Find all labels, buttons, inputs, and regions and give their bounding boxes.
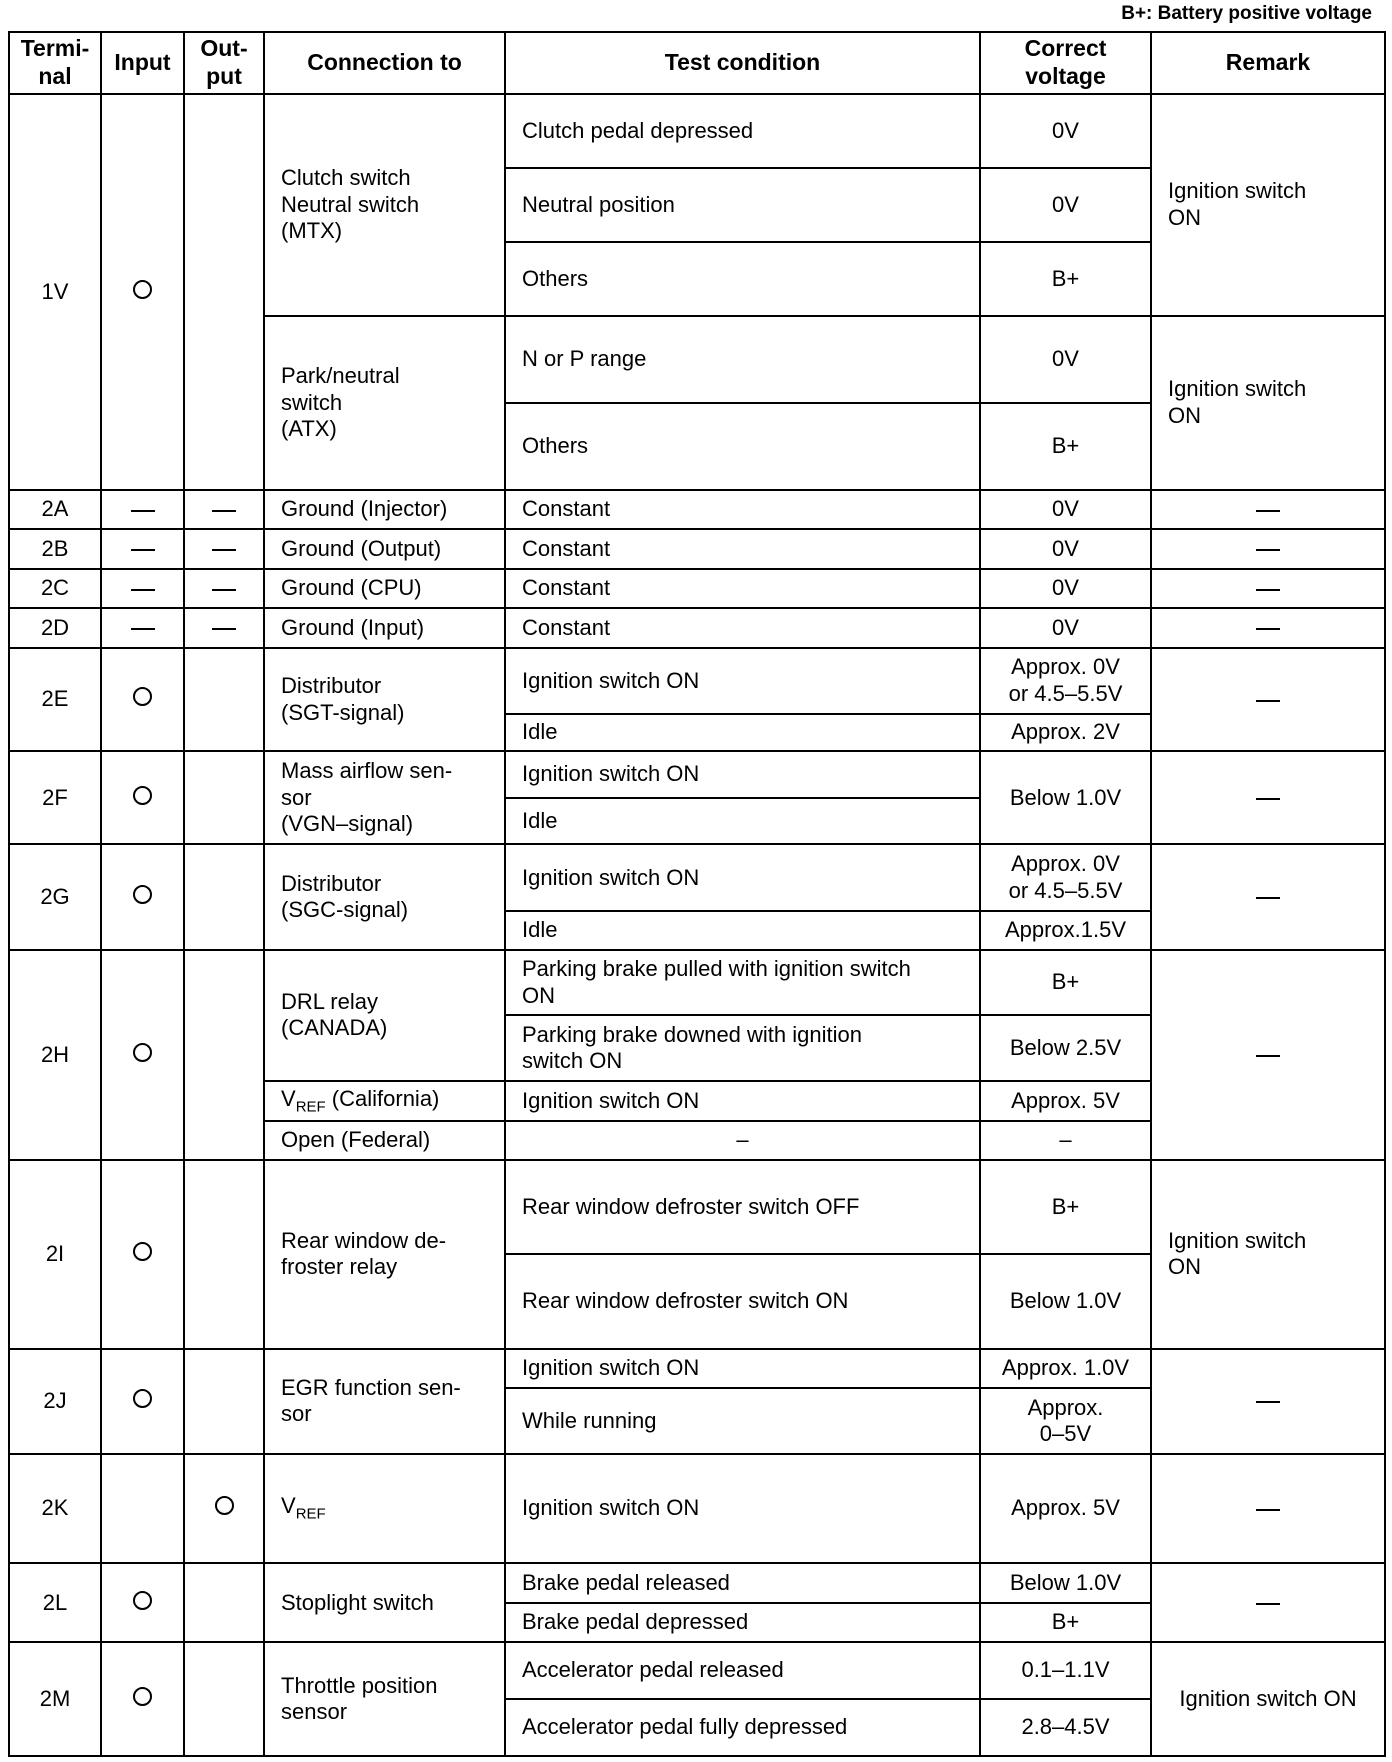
input-cell [101, 844, 184, 949]
dash-icon [212, 549, 236, 551]
voltage-cell: Approx. 1.0V [980, 1349, 1151, 1388]
dash-icon [1256, 1603, 1280, 1605]
condition-cell: Accelerator pedal fully depressed [505, 1699, 980, 1756]
dash-icon [1256, 700, 1280, 702]
connection-cell: Open (Federal) [264, 1121, 505, 1160]
condition-cell: Others [505, 242, 980, 316]
connection-cell: Throttle position sensor [264, 1642, 505, 1756]
dash-icon [212, 628, 236, 630]
voltage-cell: Approx. 0V or 4.5–5.5V [980, 648, 1151, 714]
connection-cell: Clutch switch Neutral switch (MTX) [264, 94, 505, 316]
condition-cell: Others [505, 403, 980, 490]
dash-icon [131, 549, 155, 551]
voltage-cell: B+ [980, 403, 1151, 490]
input-cell [101, 490, 184, 529]
condition-cell: Neutral position [505, 168, 980, 242]
input-cell [101, 751, 184, 844]
remark-cell: Ignition switch ON [1151, 316, 1385, 490]
voltage-cell: Approx. 5V [980, 1081, 1151, 1120]
header-terminal: Termi- nal [9, 32, 101, 94]
remark-cell [1151, 490, 1385, 529]
input-cell [101, 569, 184, 608]
table-row [9, 569, 1385, 608]
voltage-cell: Below 1.0V [980, 1254, 1151, 1348]
input-circle-icon [133, 885, 152, 904]
terminal-cell: 2L [9, 1563, 101, 1642]
condition-cell: Clutch pedal depressed [505, 94, 980, 168]
connection-cell [264, 1081, 505, 1120]
terminal-cell: 2K [9, 1454, 101, 1563]
output-circle-icon [215, 1496, 234, 1515]
output-cell [184, 529, 264, 568]
condition-cell: Parking brake pulled with ignition switch ON [505, 950, 980, 1016]
table-row [9, 1563, 1385, 1602]
terminal-cell: 2J [9, 1349, 101, 1454]
dash-icon [1256, 798, 1280, 800]
condition-cell: Rear window defroster switch ON [505, 1254, 980, 1348]
condition-cell: N or P range [505, 316, 980, 403]
header-condition: Test condition [505, 32, 980, 94]
voltage-cell: Below 1.0V [980, 1563, 1151, 1602]
condition-cell: Brake pedal released [505, 1563, 980, 1602]
terminal-voltage-table [8, 31, 1386, 1757]
condition-cell: – [505, 1121, 980, 1160]
output-cell [184, 1454, 264, 1563]
dash-icon [131, 628, 155, 630]
condition-cell: Brake pedal depressed [505, 1603, 980, 1642]
input-circle-icon [133, 1043, 152, 1062]
battery-voltage-note: B+: Battery positive voltage [1121, 3, 1372, 24]
condition-cell: Rear window defroster switch OFF [505, 1160, 980, 1254]
voltage-cell: B+ [980, 1160, 1151, 1254]
remark-cell [1151, 529, 1385, 568]
input-cell [101, 950, 184, 1161]
condition-cell: Constant [505, 608, 980, 647]
condition-cell: Ignition switch ON [505, 844, 980, 911]
input-cell [101, 608, 184, 647]
connection-cell: Rear window de- froster relay [264, 1160, 505, 1348]
voltage-cell: 0V [980, 490, 1151, 529]
table-row [9, 844, 1385, 911]
vref-subscript: REF [295, 1098, 326, 1116]
remark-cell [1151, 1349, 1385, 1454]
voltage-cell: Approx. 0–5V [980, 1388, 1151, 1454]
condition-cell: Constant [505, 490, 980, 529]
input-cell [101, 648, 184, 751]
remark-cell [1151, 751, 1385, 844]
dash-icon [131, 589, 155, 591]
remark-cell [1151, 1563, 1385, 1642]
connection-cell [264, 1454, 505, 1563]
header-output: Out- put [184, 32, 264, 94]
table-row [9, 1160, 1385, 1254]
terminal-cell: 2D [9, 608, 101, 647]
dash-icon [131, 510, 155, 512]
connection-cell: Ground (Input) [264, 608, 505, 647]
dash-icon [1256, 549, 1280, 551]
voltage-cell: 0V [980, 316, 1151, 403]
output-cell [184, 1160, 264, 1348]
terminal-cell: 2F [9, 751, 101, 844]
remark-cell [1151, 648, 1385, 751]
table-row [9, 1349, 1385, 1388]
condition-cell: Ignition switch ON [505, 1081, 980, 1120]
dash-icon [212, 589, 236, 591]
vref-suffix: (California) [325, 1085, 440, 1111]
vref-label: V [281, 1493, 296, 1519]
condition-cell: Idle [505, 714, 980, 751]
input-circle-icon [133, 687, 152, 706]
vref-subscript: REF [295, 1505, 326, 1523]
condition-cell: Idle [505, 798, 980, 845]
remark-cell: Ignition switch ON [1151, 94, 1385, 316]
output-cell [184, 490, 264, 529]
table-row [9, 529, 1385, 568]
connection-cell: Ground (Output) [264, 529, 505, 568]
header-voltage: Correct voltage [980, 32, 1151, 94]
voltage-cell: Approx.1.5V [980, 911, 1151, 949]
dash-icon [1256, 1509, 1280, 1511]
remark-cell [1151, 950, 1385, 1161]
table-row [9, 1454, 1385, 1563]
voltage-cell: B+ [980, 950, 1151, 1016]
remark-cell: Ignition switch ON [1151, 1642, 1385, 1756]
terminal-cell: 2A [9, 490, 101, 529]
input-cell [101, 1454, 184, 1563]
table-row [9, 608, 1385, 647]
connection-cell: Distributor (SGC-signal) [264, 844, 505, 949]
condition-cell: Parking brake downed with ignition switch ON [505, 1015, 980, 1081]
condition-cell: Idle [505, 911, 980, 949]
input-cell [101, 1349, 184, 1454]
voltage-cell: 0.1–1.1V [980, 1642, 1151, 1699]
connection-cell: EGR function sen- sor [264, 1349, 505, 1454]
input-circle-icon [133, 280, 152, 299]
output-cell [184, 844, 264, 949]
connection-cell: Stoplight switch [264, 1563, 505, 1642]
input-circle-icon [133, 1591, 152, 1610]
condition-cell: Constant [505, 529, 980, 568]
table-row [9, 950, 1385, 1016]
vref-label: V [281, 1085, 296, 1111]
terminal-cell: 2E [9, 648, 101, 751]
input-cell [101, 94, 184, 490]
table-row [9, 1642, 1385, 1699]
connection-cell: Distributor (SGT-signal) [264, 648, 505, 751]
header-remark: Remark [1151, 32, 1385, 94]
voltage-cell: 0V [980, 168, 1151, 242]
table-row [9, 648, 1385, 714]
input-circle-icon [133, 786, 152, 805]
voltage-cell: Approx. 0V or 4.5–5.5V [980, 844, 1151, 911]
voltage-cell: 0V [980, 608, 1151, 647]
output-cell [184, 1642, 264, 1756]
connection-cell: Ground (CPU) [264, 569, 505, 608]
header-input: Input [101, 32, 184, 94]
remark-cell [1151, 844, 1385, 949]
voltage-cell: 0V [980, 94, 1151, 168]
condition-cell: Accelerator pedal released [505, 1642, 980, 1699]
remark-cell [1151, 569, 1385, 608]
dash-icon [1256, 1401, 1280, 1403]
output-cell [184, 608, 264, 647]
output-cell [184, 94, 264, 490]
input-circle-icon [133, 1242, 152, 1261]
header-connection: Connection to [264, 32, 505, 94]
terminal-cell: 2G [9, 844, 101, 949]
connection-cell: Ground (Injector) [264, 490, 505, 529]
terminal-cell: 2H [9, 950, 101, 1161]
condition-cell: While running [505, 1388, 980, 1454]
voltage-cell: Below 1.0V [980, 751, 1151, 844]
condition-cell: Ignition switch ON [505, 751, 980, 798]
dash-icon [1256, 628, 1280, 630]
output-cell [184, 751, 264, 844]
input-cell [101, 1563, 184, 1642]
remark-cell [1151, 608, 1385, 647]
dash-icon [1256, 1055, 1280, 1057]
voltage-cell: Approx. 2V [980, 714, 1151, 751]
condition-cell: Ignition switch ON [505, 1454, 980, 1563]
input-cell [101, 1160, 184, 1348]
voltage-cell: 0V [980, 529, 1151, 568]
output-cell [184, 950, 264, 1161]
remark-cell [1151, 1454, 1385, 1563]
terminal-cell: 1V [9, 94, 101, 490]
table-row [9, 490, 1385, 529]
condition-cell: Ignition switch ON [505, 648, 980, 714]
output-cell [184, 569, 264, 608]
output-cell [184, 1349, 264, 1454]
terminal-cell: 2I [9, 1160, 101, 1348]
remark-cell: Ignition switch ON [1151, 1160, 1385, 1348]
output-cell [184, 1563, 264, 1642]
voltage-cell: – [980, 1121, 1151, 1160]
header-row [9, 32, 1385, 94]
input-circle-icon [133, 1687, 152, 1706]
terminal-cell: 2M [9, 1642, 101, 1756]
input-cell [101, 529, 184, 568]
output-cell [184, 648, 264, 751]
voltage-cell: B+ [980, 242, 1151, 316]
dash-icon [212, 510, 236, 512]
dash-icon [1256, 510, 1280, 512]
voltage-cell: 0V [980, 569, 1151, 608]
connection-cell: Mass airflow sen- sor (VGN–signal) [264, 751, 505, 844]
connection-cell: Park/neutral switch (ATX) [264, 316, 505, 490]
voltage-cell: 2.8–4.5V [980, 1699, 1151, 1756]
voltage-cell: Approx. 5V [980, 1454, 1151, 1563]
voltage-cell: B+ [980, 1603, 1151, 1642]
condition-cell: Constant [505, 569, 980, 608]
condition-cell: Ignition switch ON [505, 1349, 980, 1388]
table-row [9, 94, 1385, 168]
connection-cell: DRL relay (CANADA) [264, 950, 505, 1082]
terminal-cell: 2B [9, 529, 101, 568]
dash-icon [1256, 897, 1280, 899]
dash-icon [1256, 589, 1280, 591]
terminal-cell: 2C [9, 569, 101, 608]
input-circle-icon [133, 1389, 152, 1408]
voltage-cell: Below 2.5V [980, 1015, 1151, 1081]
input-cell [101, 1642, 184, 1756]
table-row [9, 751, 1385, 798]
